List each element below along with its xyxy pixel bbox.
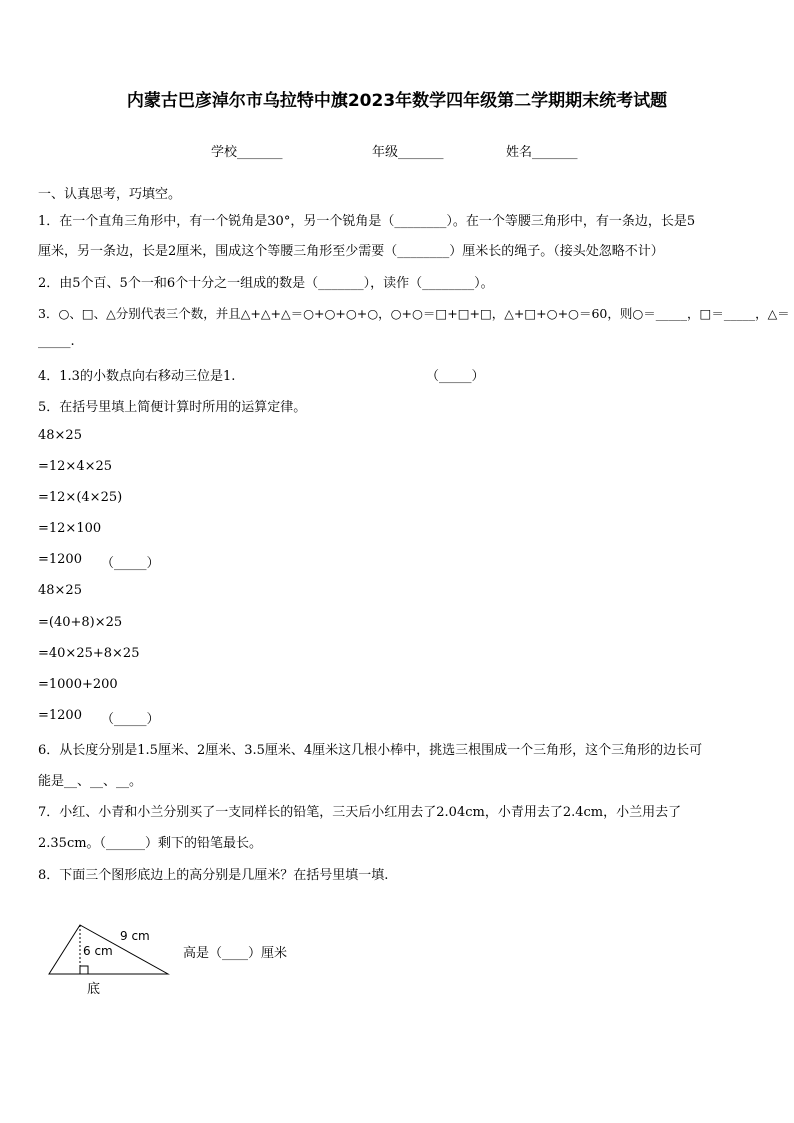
school-field: 学校_______ xyxy=(211,145,283,160)
question-8: 8．下面三个图形底边上的高分别是几厘米？在括号里填一填. xyxy=(38,868,389,883)
calc-line: =40×25+8×25 xyxy=(38,646,140,661)
section-heading: 一、认真思考，巧填空。 xyxy=(38,187,182,202)
question-4: 4．1.3的小数点向右移动三位是1. xyxy=(38,369,236,384)
question-3-line-1: 3．○、□、△分别代表三个数，并且△+△+△＝○+○+○+○，○+○＝□+□+□，△+□+○+○＝60，则○＝_____，□＝_____，△＝ xyxy=(38,306,790,321)
right-angle-mark xyxy=(80,966,88,974)
calc-line: =1200 xyxy=(38,552,82,567)
figure-answer: 高是（____）厘米 xyxy=(183,946,288,961)
question-1-line-2: 厘米，另一条边，长是2厘米，围成这个等腰三角形至少需要（________）厘米长的绳子。（接头处忽略不计） xyxy=(38,244,664,259)
calc-line: =12×(4×25) xyxy=(38,490,123,505)
calc-line: =1000+200 xyxy=(38,677,118,692)
calc-line: 48×25 xyxy=(38,428,82,443)
name-field: 姓名_______ xyxy=(506,145,578,160)
question-6-line-2: 能是__、__、__。 xyxy=(38,774,143,789)
question-7-line-1: 7．小红、小青和小兰分别买了一支同样长的铅笔，三天后小红用去了2.04cm，小青用去了2.4cm，小兰用去了 xyxy=(38,805,682,820)
calc-line: =(40+8)×25 xyxy=(38,615,123,630)
calc-line: =12×100 xyxy=(38,521,102,536)
question-1-line-1: 1．在一个直角三角形中，有一个锐角是30°，另一个锐角是（________）。在一个等腰三角形中，有一条边，长是5 xyxy=(38,214,696,229)
question-5: 5．在括号里填上简便计算时所用的运算定律。 xyxy=(38,400,307,415)
question-5-blank-1: （_____） xyxy=(101,556,160,571)
height-label: 6 cm xyxy=(83,944,113,958)
calc-line: =12×4×25 xyxy=(38,459,113,474)
page-title: 内蒙古巴彦淖尔市乌拉特中旗2023年数学四年级第二学期期末统考试题 xyxy=(126,91,668,111)
question-4-blank: （_____） xyxy=(426,369,485,384)
triangle-figure xyxy=(40,912,190,1002)
question-2: 2．由5个百、5个一和6个十分之一组成的数是（_______），读作（________）。 xyxy=(38,276,494,291)
question-5-blank-2: （_____） xyxy=(101,712,160,727)
calc-line: 48×25 xyxy=(38,583,82,598)
question-7-line-2: 2.35cm。（______）剩下的铅笔最长。 xyxy=(38,836,263,851)
question-6-line-1: 6．从长度分别是1.5厘米、2厘米、3.5厘米、4厘米这几根小棒中，挑选三根围成一个三角形，这个三角形的边长可 xyxy=(38,743,703,758)
question-3-line-2: _____. xyxy=(38,334,75,349)
base-label: 底 xyxy=(87,982,101,997)
calc-line: =1200 xyxy=(38,708,82,723)
grade-field: 年级_______ xyxy=(372,145,444,160)
side-label: 9 cm xyxy=(120,929,150,943)
